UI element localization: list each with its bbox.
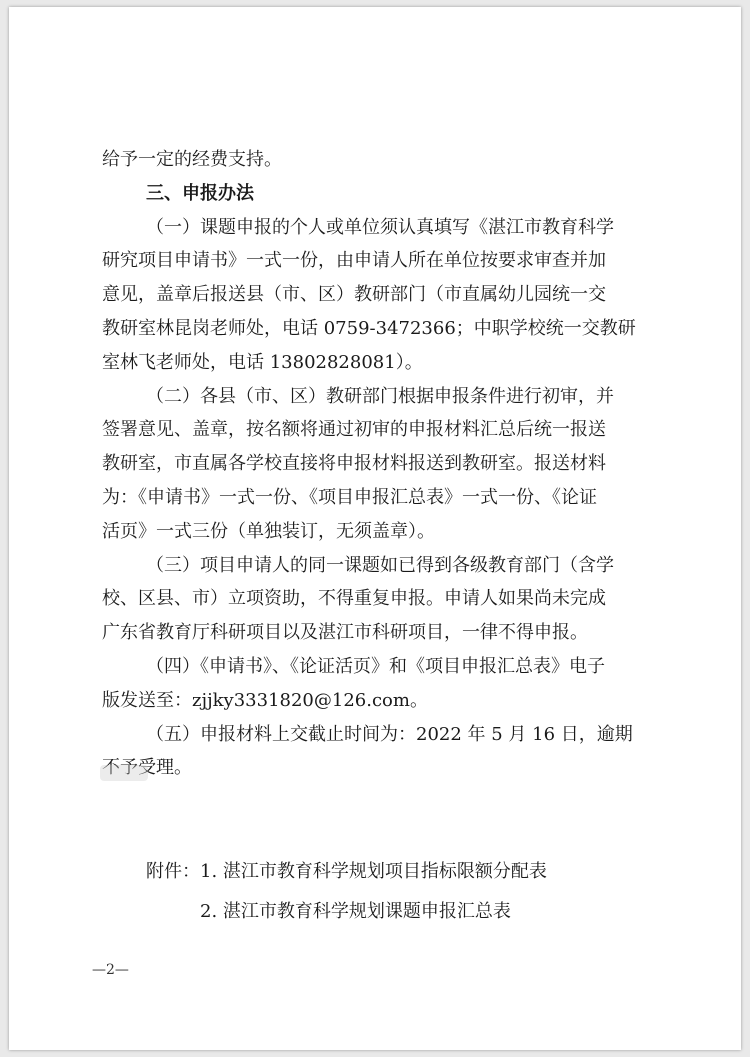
attachment-item: 2. 湛江市教育科学规划课题申报汇总表 (200, 901, 511, 922)
page-number: —2— (92, 962, 129, 978)
attachment-label: 附件： (146, 861, 200, 882)
text-line: 版发送至：zjjky3331820@126.com。 (102, 689, 428, 711)
text-line: 研究项目申请书》一式一份，由申请人所在单位按要求审查并加 (102, 250, 606, 272)
text-line: （四）《申请书》、《论证活页》和《项目申报汇总表》电子 (146, 655, 605, 677)
section-heading: 三、申报办法 (146, 182, 254, 204)
attachment-item: 1. 湛江市教育科学规划项目指标限额分配表 (200, 861, 547, 882)
text-line: 教研室，市直属各学校直接将申报材料报送到教研室。报送材料 (102, 453, 606, 475)
text-line: 校、区县、市）立项资助，不得重复申报。申请人如果尚未完成 (102, 588, 606, 610)
text-line: 教研室林昆岗老师处，电话 0759-3472366；中职学校统一交教研 (102, 317, 636, 339)
text-line: 不予受理。 (102, 757, 192, 779)
text-line: 为：《申请书》一式一份、《项目申报汇总表》一式一份、《论证 (102, 486, 597, 508)
text-line: 活页》一式三份（单独装订，无须盖章）。 (102, 520, 435, 542)
text-line: 广东省教育厅科研项目以及湛江市科研项目，一律不得申报。 (102, 622, 588, 644)
text-line: 意见，盖章后报送县（市、区）教研部门（市直属幼儿园统一交 (102, 284, 606, 306)
text-line: （三）项目申请人的同一课题如已得到各级教育部门（含学 (146, 554, 614, 576)
text-line: 签署意见、盖章，按名额将通过初审的申报材料汇总后统一报送 (102, 419, 606, 441)
text-line: （五）申报材料上交截止时间为：2022 年 5 月 16 日，逾期 (146, 723, 633, 745)
attachment-row-1 (146, 857, 547, 887)
document-body (102, 143, 647, 785)
text-line: 室林飞老师处，电话 13802828081）。 (102, 351, 423, 373)
attachment-row-2 (200, 897, 511, 927)
text-line: 给予一定的经费支持。 (102, 149, 282, 170)
text-line: （二）各县（市、区）教研部门根据申报条件进行初审，并 (146, 385, 614, 407)
text-line: （一）课题申报的个人或单位须认真填写《湛江市教育科学 (146, 216, 614, 238)
scan-smudge (100, 765, 148, 781)
